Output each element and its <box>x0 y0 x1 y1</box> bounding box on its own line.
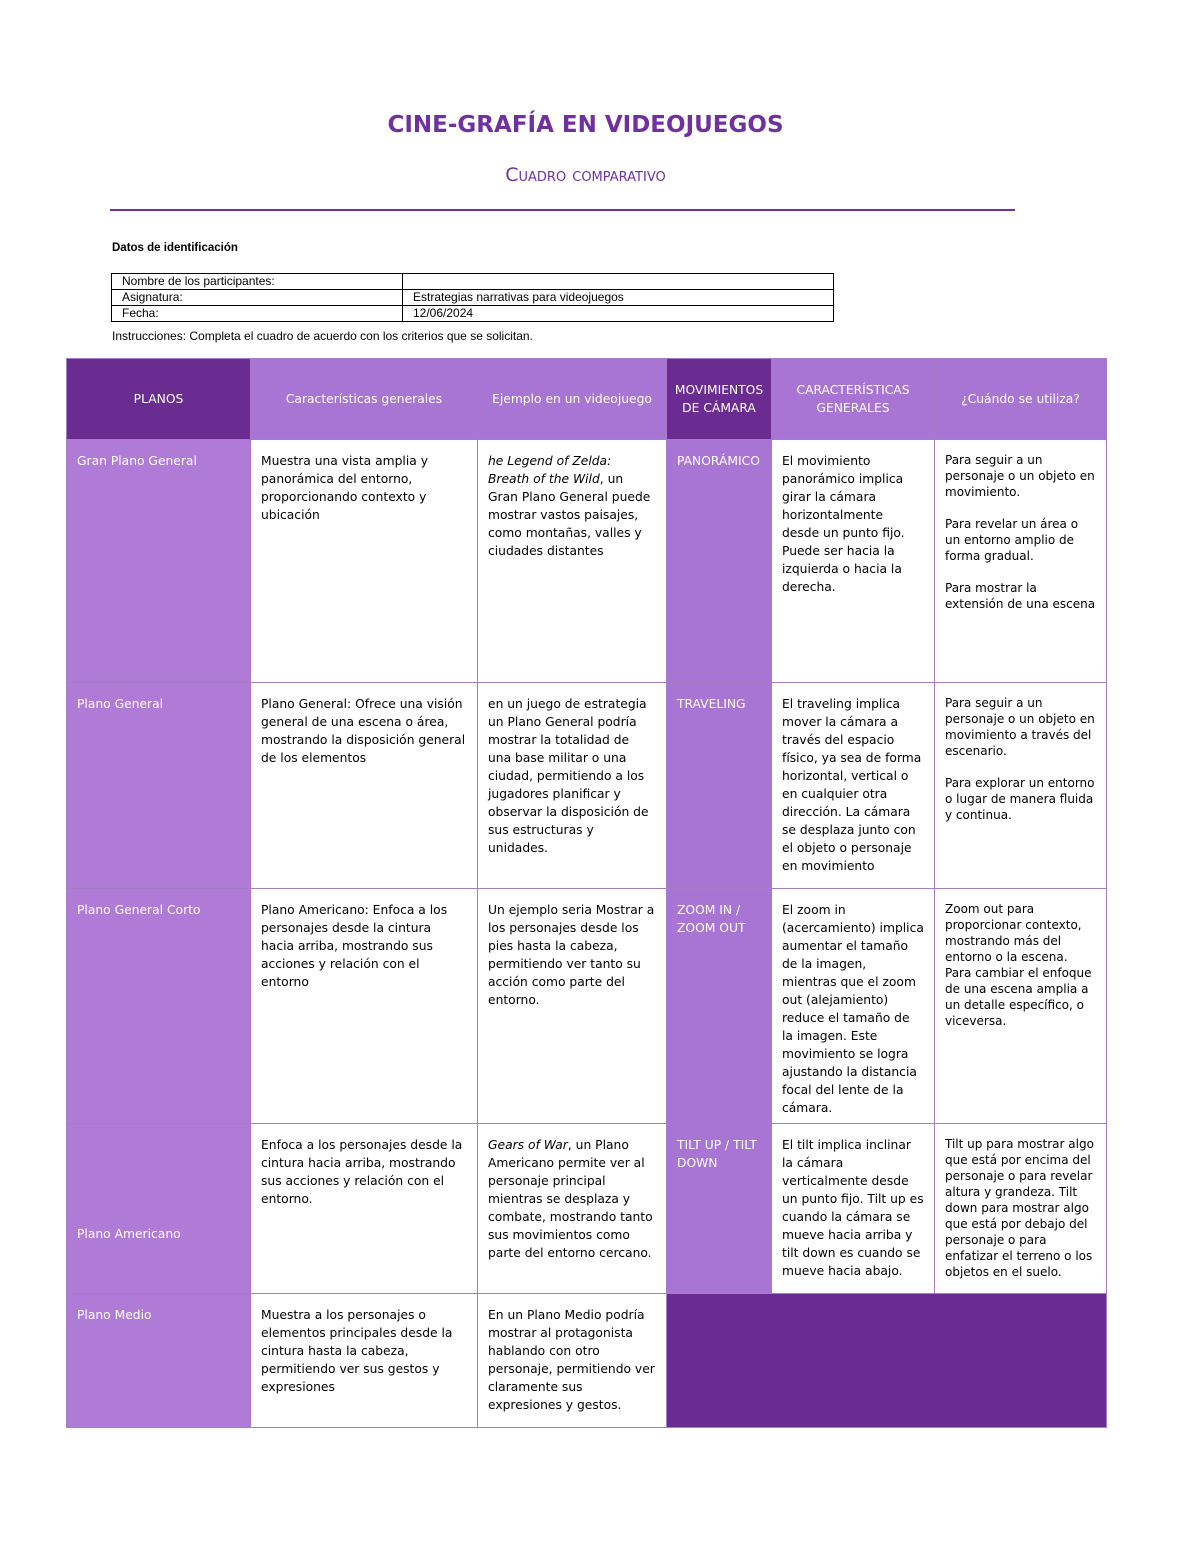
movimiento-name: TRAVELING <box>667 683 772 889</box>
ejemplo-text: , un Gran Plano General puede mostrar vastos paisajes, como montañas, valles y ciudades distantes <box>488 472 651 558</box>
plano-name: Plano General <box>67 683 251 889</box>
movimiento-name: TILT UP / TILT DOWN <box>667 1124 772 1294</box>
movimiento-cuando <box>935 1124 1107 1294</box>
plano-caracteristicas: Muestra una vista amplia y panorámica del entorno, proporcionando contexto y ubicación <box>251 440 478 683</box>
plano-caracteristicas: Plano General: Ofrece una visión general de una escena o área, mostrando la disposición general de los elementos <box>251 683 478 889</box>
header-planos: PLANOS <box>67 359 251 440</box>
movimiento-name: ZOOM IN / ZOOM OUT <box>667 889 772 1124</box>
ident-value[interactable] <box>403 274 834 290</box>
header-caracteristicas: Características generales <box>251 359 478 440</box>
ident-table <box>111 273 834 322</box>
cuando-item: Para seguir a un personaje o un objeto en movimiento a través del escenario. <box>945 696 1095 758</box>
game-title: he Legend of Zelda: Breath of the Wild <box>488 454 612 486</box>
plano-caracteristicas: Plano Americano: Enfoca a los personajes desde la cintura hacia arriba, mostrando sus acciones y relación con el entorno <box>251 889 478 1124</box>
table-row <box>67 889 1107 1124</box>
game-title: Gears of War <box>488 1138 568 1152</box>
header-cuando: ¿Cuándo se utiliza? <box>935 359 1107 440</box>
movimiento-caracteristicas: El zoom in (acercamiento) implica aumentar el tamaño de la imagen, mientras que el zoom out (alejamiento) reduce el tamaño de la imagen. Este movimiento se logra ajustando la distancia focal del lente de la cámara. <box>772 889 935 1124</box>
title-divider <box>110 209 1015 211</box>
plano-caracteristicas: Muestra a los personajes o elementos principales desde la cintura hasta la cabeza, permitiendo ver sus gestos y expresiones <box>251 1294 478 1428</box>
ident-row <box>112 274 834 290</box>
ident-section-label: Datos de identificación <box>112 242 238 254</box>
movimiento-cuando <box>935 440 1107 683</box>
plano-name: Plano General Corto <box>67 889 251 1124</box>
cuando-item: Para revelar un área o un entorno amplio de forma gradual. <box>945 517 1079 563</box>
plano-ejemplo <box>478 440 667 683</box>
table-row <box>67 1294 1107 1428</box>
ident-row <box>112 290 834 306</box>
ident-value[interactable]: 12/06/2024 <box>403 306 834 322</box>
cuando-item: Tilt up para mostrar algo que está por encima del personaje o para revelar altura y grandeza. Tilt down para mostrar algo que está por debajo del personaje o para enfatizar el terreno o los objetos en el suelo. <box>945 1137 1094 1279</box>
cuando-item: Zoom out para proporcionar contexto, mostrando más del entorno o la escena. Para cambiar el enfoque de una escena amplia a un detalle específico, o viceversa. <box>945 902 1092 1028</box>
plano-ejemplo: En un Plano Medio podría mostrar al protagonista hablando con otro personaje, permitiendo ver claramente sus expresiones y gestos. <box>478 1294 667 1428</box>
ident-label: Nombre de los participantes: <box>112 274 403 290</box>
movimiento-name: PANORÁMICO <box>667 440 772 683</box>
document-title: CINE-GRAFÍA EN VIDEOJUEGOS <box>387 112 784 138</box>
header-movimientos: MOVIMIENTOS DE CÁMARA <box>667 359 772 440</box>
table-header-row <box>67 359 1107 440</box>
instructions: Instrucciones: Completa el cuadro de acuerdo con los criterios que se solicitan. <box>112 329 533 343</box>
plano-ejemplo <box>478 1124 667 1294</box>
document-subtitle: Cuadro comparativo <box>505 164 666 186</box>
header-ejemplo: Ejemplo en un videojuego <box>478 359 667 440</box>
cuando-item: Para explorar un entorno o lugar de manera fluida y continua. <box>945 776 1095 822</box>
movimiento-cuando <box>935 683 1107 889</box>
plano-name: Plano Americano <box>67 1124 251 1294</box>
comparison-table <box>66 358 1107 1428</box>
plano-caracteristicas: Enfoca a los personajes desde la cintura hacia arriba, mostrando sus acciones y relación con el entorno. <box>251 1124 478 1294</box>
ident-value[interactable]: Estrategias narrativas para videojuegos <box>403 290 834 306</box>
plano-name: Plano Medio <box>67 1294 251 1428</box>
header-mov-caracteristicas: CARACTERÍSTICAS GENERALES <box>772 359 935 440</box>
movimiento-caracteristicas: El traveling implica mover la cámara a través del espacio físico, ya sea de forma horizontal, vertical o en cualquier otra dirección. La cámara se desplaza junto con el objeto o personaje en movimiento <box>772 683 935 889</box>
cuando-item: Para mostrar la extensión de una escena <box>945 581 1096 611</box>
movimiento-cuando <box>935 889 1107 1124</box>
movimiento-caracteristicas: El tilt implica inclinar la cámara verticalmente desde un punto fijo. Tilt up es cuando la cámara se mueve hacia arriba y tilt down es cuando se mueve hacia abajo. <box>772 1124 935 1294</box>
table-row <box>67 440 1107 683</box>
plano-ejemplo: en un juego de estrategia un Plano General podría mostrar la totalidad de una base militar o una ciudad, permitiendo a los jugadores planificar y observar la disposición de sus estructuras y unidades. <box>478 683 667 889</box>
ident-label: Fecha: <box>112 306 403 322</box>
ident-label: Asignatura: <box>112 290 403 306</box>
plano-ejemplo: Un ejemplo seria Mostrar a los personajes desde los pies hasta la cabeza, permitiendo ver tanto su acción como parte del entorno. <box>478 889 667 1124</box>
cuando-item: Para seguir a un personaje o un objeto en movimiento. <box>945 453 1095 499</box>
ident-row <box>112 306 834 322</box>
empty-cell <box>667 1294 1107 1428</box>
plano-name: Gran Plano General <box>67 440 251 683</box>
table-row <box>67 1124 1107 1294</box>
movimiento-caracteristicas: El movimiento panorámico implica girar la cámara horizontalmente desde un punto fijo. Puede ser hacia la izquierda o hacia la derecha. <box>772 440 935 683</box>
ejemplo-text: , un Plano Americano permite ver al personaje principal mientras se desplaza y combate, mostrando tanto sus movimientos como parte del entorno cercano. <box>488 1138 653 1260</box>
table-row <box>67 683 1107 889</box>
